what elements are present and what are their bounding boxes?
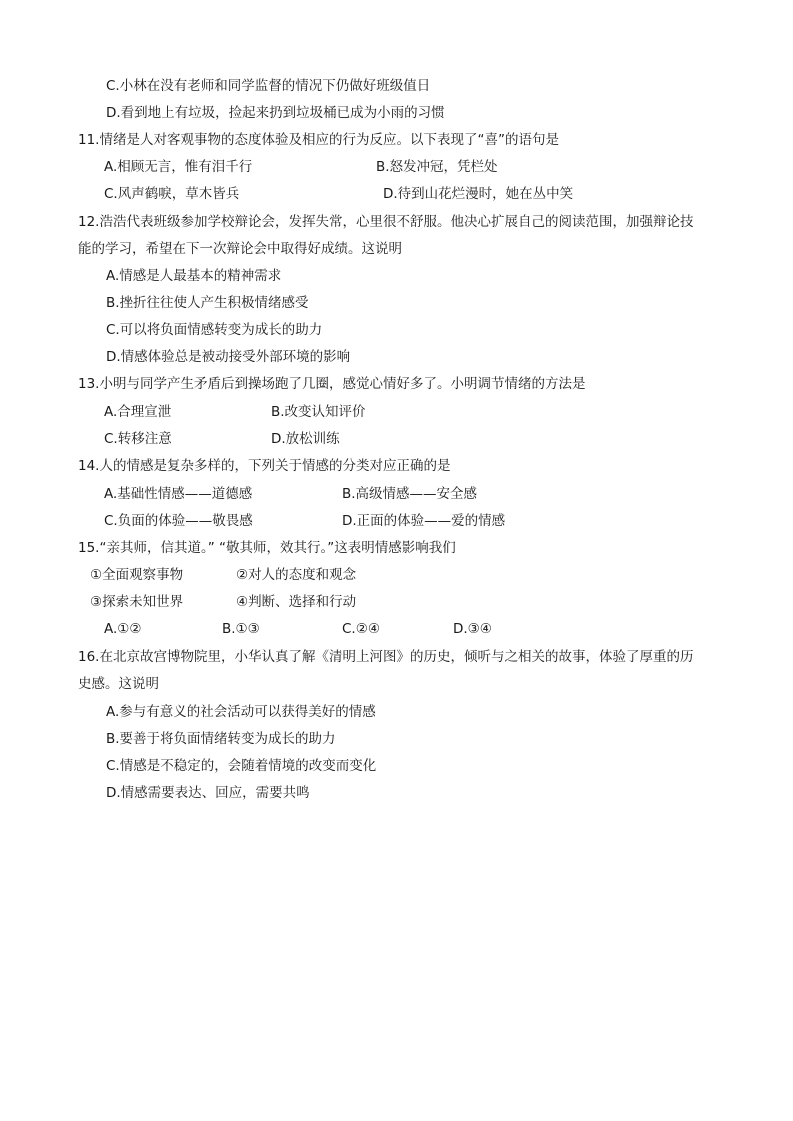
q11-option-c: C.风声鹤唳，草木皆兵 <box>104 186 240 202</box>
q15-stem: 15.“亲其师，信其道。” “敬其师，效其行。”这表明情感影响我们 <box>78 540 456 556</box>
q15-option-c: C.②④ <box>342 621 380 637</box>
q16-option-d: D.情感需要表达、回应，需要共鸣 <box>106 785 310 801</box>
q10-option-d: D.看到地上有垃圾，捡起来扔到垃圾桶已成为小雨的习惯 <box>106 105 445 121</box>
q11-stem: 11.情绪是人对客观事物的态度体验及相应的行为反应。以下表现了“喜”的语句是 <box>78 132 559 148</box>
q14-option-c: C.负面的体验——敬畏感 <box>104 513 253 529</box>
q13-option-c: C.转移注意 <box>104 431 172 447</box>
q13-stem: 13.小明与同学产生矛盾后到操场跑了几圈，感觉心情好多了。小明调节情绪的方法是 <box>78 376 586 392</box>
q12-option-a: A.情感是人最基本的精神需求 <box>106 268 282 284</box>
q16-option-c: C.情感是不稳定的，会随着情境的改变而变化 <box>106 758 377 774</box>
q11-option-a: A.相顾无言，惟有泪千行 <box>104 159 253 175</box>
q16-option-a: A.参与有意义的社会活动可以获得美好的情感 <box>106 704 376 720</box>
q14-option-b: B.高级情感——安全感 <box>342 486 478 502</box>
q15-item-2: ②对人的态度和观念 <box>236 567 357 583</box>
q12-option-c: C.可以将负面情感转变为成长的助力 <box>106 322 323 338</box>
q16-option-b: B.要善于将负面情绪转变为成长的助力 <box>106 731 336 747</box>
q16-stem-line2: 史感。这说明 <box>78 676 159 692</box>
q14-stem: 14.人的情感是复杂多样的，下列关于情感的分类对应正确的是 <box>78 458 451 474</box>
q15-item-3: ③探索未知世界 <box>90 594 184 610</box>
q13-option-b: B.改变认知评价 <box>271 404 366 420</box>
q15-option-d: D.③④ <box>453 621 492 637</box>
q12-option-d: D.情感体验总是被动接受外部环境的影响 <box>106 349 351 365</box>
q15-option-b: B.①③ <box>222 621 260 637</box>
q16-stem-line1: 16.在北京故宫博物院里，小华认真了解《清明上河图》的历史，倾听与之相关的故事，体验了厚重的历 <box>78 649 694 665</box>
q12-stem-line2: 能的学习，希望在下一次辩论会中取得好成绩。这说明 <box>78 241 402 257</box>
q12-option-b: B.挫折往往使人产生积极情绪感受 <box>106 295 309 311</box>
q15-item-1: ①全面观察事物 <box>90 567 184 583</box>
q14-option-a: A.基础性情感——道德感 <box>104 486 253 502</box>
q12-stem-line1: 12.浩浩代表班级参加学校辩论会，发挥失常，心里很不舒服。他决心扩展自己的阅读范围，加强辩论技 <box>78 214 694 230</box>
q10-option-c: C.小林在没有老师和同学监督的情况下仍做好班级值日 <box>106 78 431 94</box>
q13-option-a: A.合理宣泄 <box>104 404 172 420</box>
q11-option-d: D.待到山花烂漫时，她在丛中笑 <box>383 186 574 202</box>
q11-option-b: B.怒发冲冠，凭栏处 <box>376 159 498 175</box>
q15-option-a: A.①② <box>104 621 142 637</box>
q14-option-d: D.正面的体验——爱的情感 <box>342 513 506 529</box>
q13-option-d: D.放松训练 <box>271 431 340 447</box>
q15-item-4: ④判断、选择和行动 <box>236 594 357 610</box>
